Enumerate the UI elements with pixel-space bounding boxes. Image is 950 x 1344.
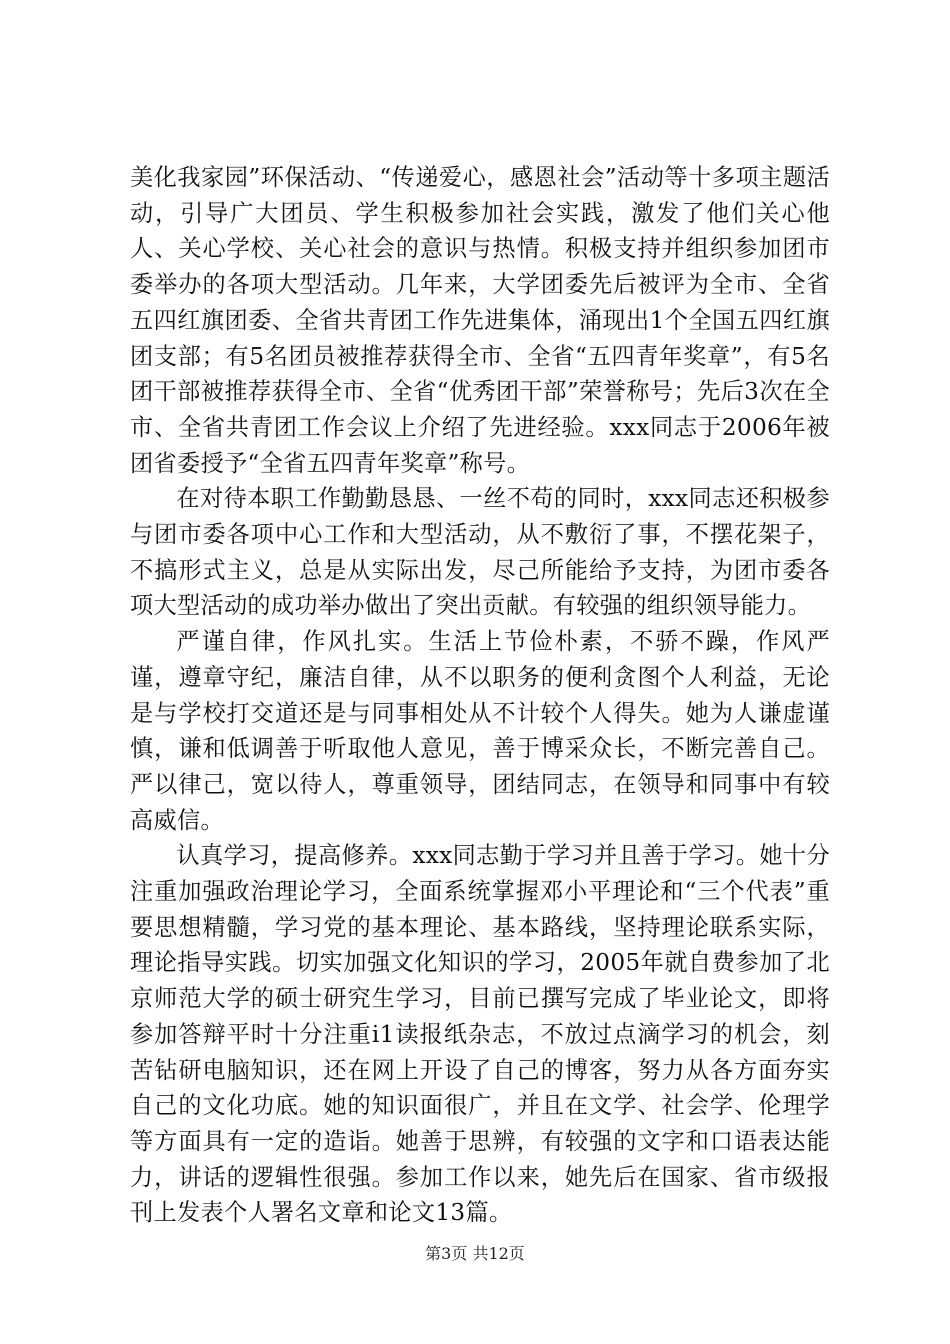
body-paragraph-4: 认真学习，提高修养。xxx同志勤于学习并且善于学习。她十分注重加强政治理论学习，全面系统掌握邓小平理论和“三个代表”重要思想精髓，学习党的基本理论、基本路线，坚持理论联系实际，理论指导实践。切实加强文化知识的学习，2005年就自费参加了北京师范大学的硕士研究生学习，目前已撰写完成了毕业论文，即将参加答辩平时十分注重i1读报纸杂志，不放过点滴学习的机会，刻苦钻研电脑知识，还在网上开设了自己的博客，努力从各方面夯实自己的文化功底。她的知识面很广，并且在文学、社会学、伦理学等方面具有一定的造诣。她善于思辨，有较强的文字和口语表达能力，讲话的逻辑性很强。参加工作以来，她先后在国家、省市级报刊上发表个人署名文章和论文13篇。 xyxy=(130,842,830,1227)
page-number-footer: 第3页 共12页 xyxy=(425,1244,525,1263)
document-body xyxy=(130,160,830,1231)
body-paragraph-2: 在对待本职工作勤勤恳恳、一丝不苟的同时，xxx同志还积极参与团市委各项中心工作和大型活动，从不敷衍了事，不摆花架子，不搞形式主义，总是从实际出发，尽己所能给予支持，为团市委各项大型活动的成功举办做出了突出贡献。有较强的组织领导能力。 xyxy=(130,485,830,620)
body-paragraph-1: 美化我家园”环保活动、“传递爱心，感恩社会”活动等十多项主题活动，引导广大团员、学生积极参加社会实践，激发了他们关心他人、关心学校、关心社会的意识与热情。积极支持并组织参加团市委举办的各项大型活动。几年来，大学团委先后被评为全市、全省五四红旗团委、全省共青团工作先进集体，涌现出1个全国五四红旗团支部；有5名团员被推荐获得全市、全省“五四青年奖章”，有5名团干部被推荐获得全市、全省“优秀团干部”荣誉称号；先后3次在全市、全省共青团工作会议上介绍了先进经验。xxx同志于2006年被团省委授予“全省五四青年奖章”称号。 xyxy=(130,164,830,477)
body-paragraph-3: 严谨自律，作风扎实。生活上节俭朴素，不骄不躁，作风严谨，遵章守纪，廉洁自律，从不以职务的便利贪图个人利益，无论是与学校打交道还是与同事相处从不计较个人得失。她为人谦虚谨慎，谦和低调善于听取他人意见，善于博采众长，不断完善自己。严以律己，宽以待人，尊重领导，团结同志，在领导和同事中有较高威信。 xyxy=(130,628,830,834)
